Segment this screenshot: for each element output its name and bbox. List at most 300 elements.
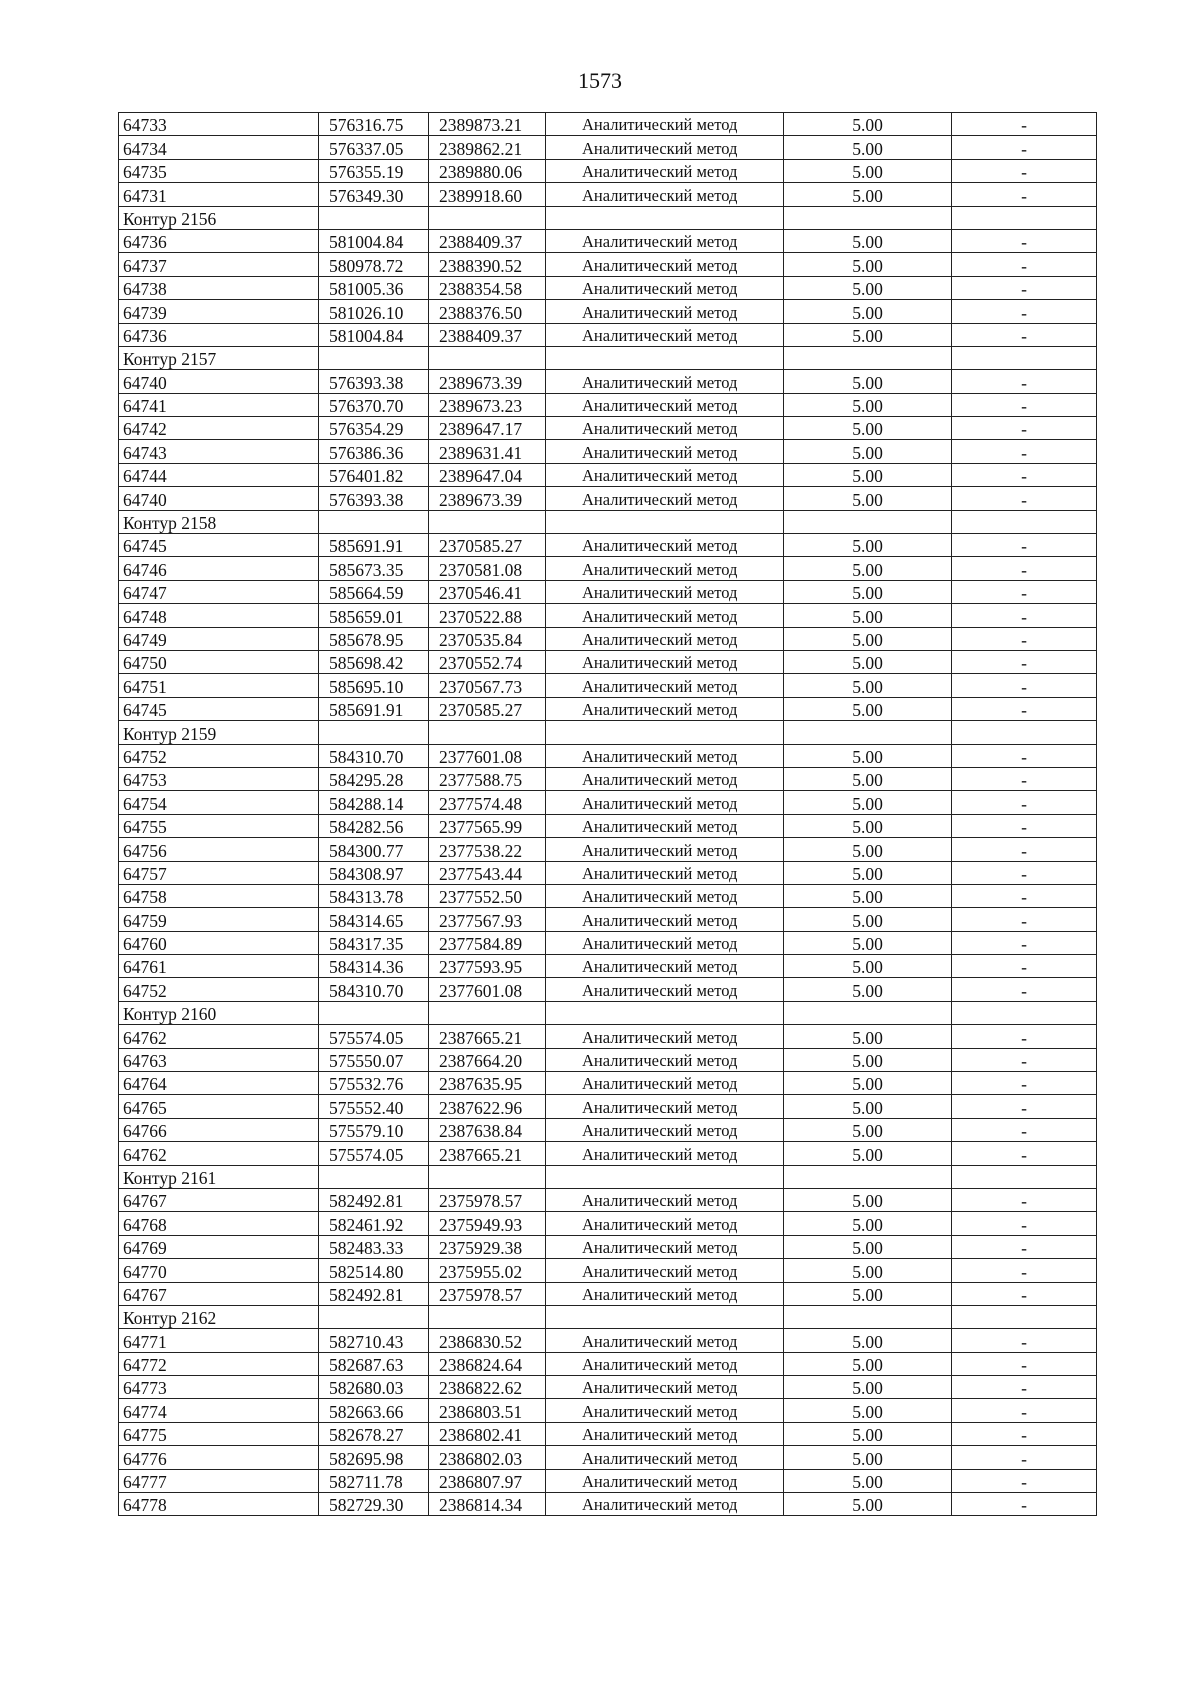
point-number: 64742 [119, 417, 319, 440]
precision-cell: 5.00 [784, 323, 952, 346]
note-cell: - [952, 159, 1097, 182]
table-row [119, 1212, 1097, 1235]
table-row [119, 183, 1097, 206]
y-coordinate: 2377567.93 [429, 908, 546, 931]
y-coordinate: 2389918.60 [429, 183, 546, 206]
x-coordinate: 584288.14 [319, 791, 429, 814]
point-number: 64739 [119, 300, 319, 323]
note-cell: - [952, 1282, 1097, 1305]
y-coordinate: 2386822.62 [429, 1376, 546, 1399]
note-cell: - [952, 1469, 1097, 1492]
note-cell: - [952, 838, 1097, 861]
precision-cell: 5.00 [784, 580, 952, 603]
method-cell: Аналитический метод [546, 1376, 784, 1399]
point-number: 64752 [119, 744, 319, 767]
method-cell: Аналитический метод [546, 908, 784, 931]
method-cell: Аналитический метод [546, 136, 784, 159]
note-cell: - [952, 767, 1097, 790]
y-coordinate: 2389673.39 [429, 487, 546, 510]
precision-cell: 5.00 [784, 370, 952, 393]
table-row [119, 1446, 1097, 1469]
empty-cell [784, 1001, 952, 1024]
point-number: 64751 [119, 674, 319, 697]
precision-cell: 5.00 [784, 1259, 952, 1282]
method-cell: Аналитический метод [546, 697, 784, 720]
table-row [119, 136, 1097, 159]
empty-cell [784, 1165, 952, 1188]
x-coordinate: 582492.81 [319, 1282, 429, 1305]
x-coordinate: 581026.10 [319, 300, 429, 323]
precision-cell: 5.00 [784, 159, 952, 182]
precision-cell: 5.00 [784, 838, 952, 861]
method-cell: Аналитический метод [546, 183, 784, 206]
note-cell: - [952, 136, 1097, 159]
precision-cell: 5.00 [784, 908, 952, 931]
note-cell: - [952, 183, 1097, 206]
y-coordinate: 2389647.17 [429, 417, 546, 440]
y-coordinate: 2370522.88 [429, 604, 546, 627]
note-cell: - [952, 1118, 1097, 1141]
precision-cell: 5.00 [784, 487, 952, 510]
precision-cell: 5.00 [784, 697, 952, 720]
point-number: 64741 [119, 393, 319, 416]
table-row [119, 884, 1097, 907]
precision-cell: 5.00 [784, 650, 952, 673]
y-coordinate: 2377588.75 [429, 767, 546, 790]
x-coordinate: 576370.70 [319, 393, 429, 416]
table-row [119, 253, 1097, 276]
precision-cell: 5.00 [784, 1072, 952, 1095]
y-coordinate: 2388390.52 [429, 253, 546, 276]
contour-header-row [119, 510, 1097, 533]
x-coordinate: 585678.95 [319, 627, 429, 650]
table-row [119, 534, 1097, 557]
empty-cell [319, 346, 429, 369]
y-coordinate: 2375978.57 [429, 1188, 546, 1211]
empty-cell [319, 206, 429, 229]
empty-cell [429, 721, 546, 744]
x-coordinate: 576355.19 [319, 159, 429, 182]
x-coordinate: 582483.33 [319, 1235, 429, 1258]
y-coordinate: 2370552.74 [429, 650, 546, 673]
method-cell: Аналитический метод [546, 1282, 784, 1305]
table-row [119, 580, 1097, 603]
point-number: 64748 [119, 604, 319, 627]
contour-label: Контур 2162 [119, 1305, 319, 1328]
method-cell: Аналитический метод [546, 838, 784, 861]
method-cell: Аналитический метод [546, 674, 784, 697]
table-row [119, 463, 1097, 486]
table-row [119, 744, 1097, 767]
empty-cell [546, 1305, 784, 1328]
note-cell: - [952, 534, 1097, 557]
x-coordinate: 582461.92 [319, 1212, 429, 1235]
table-row [119, 417, 1097, 440]
x-coordinate: 585664.59 [319, 580, 429, 603]
y-coordinate: 2387665.21 [429, 1025, 546, 1048]
table-row [119, 1376, 1097, 1399]
x-coordinate: 575579.10 [319, 1118, 429, 1141]
x-coordinate: 576393.38 [319, 370, 429, 393]
note-cell: - [952, 370, 1097, 393]
table-row [119, 931, 1097, 954]
method-cell: Аналитический метод [546, 487, 784, 510]
precision-cell: 5.00 [784, 1376, 952, 1399]
precision-cell: 5.00 [784, 884, 952, 907]
note-cell: - [952, 323, 1097, 346]
precision-cell: 5.00 [784, 627, 952, 650]
point-number: 64740 [119, 487, 319, 510]
precision-cell: 5.00 [784, 791, 952, 814]
note-cell: - [952, 253, 1097, 276]
precision-cell: 5.00 [784, 744, 952, 767]
method-cell: Аналитический метод [546, 604, 784, 627]
table-row [119, 1072, 1097, 1095]
point-number: 64777 [119, 1469, 319, 1492]
y-coordinate: 2375929.38 [429, 1235, 546, 1258]
x-coordinate: 575552.40 [319, 1095, 429, 1118]
x-coordinate: 576386.36 [319, 440, 429, 463]
y-coordinate: 2387638.84 [429, 1118, 546, 1141]
point-number: 64746 [119, 557, 319, 580]
method-cell: Аналитический метод [546, 1142, 784, 1165]
empty-cell [319, 721, 429, 744]
method-cell: Аналитический метод [546, 440, 784, 463]
empty-cell [319, 1001, 429, 1024]
note-cell: - [952, 1422, 1097, 1445]
table-row [119, 861, 1097, 884]
x-coordinate: 582680.03 [319, 1376, 429, 1399]
empty-cell [319, 1305, 429, 1328]
precision-cell: 5.00 [784, 978, 952, 1001]
method-cell: Аналитический метод [546, 463, 784, 486]
y-coordinate: 2389862.21 [429, 136, 546, 159]
point-number: 64745 [119, 697, 319, 720]
point-number: 64778 [119, 1493, 319, 1516]
x-coordinate: 584295.28 [319, 767, 429, 790]
table-row [119, 955, 1097, 978]
point-number: 64749 [119, 627, 319, 650]
method-cell: Аналитический метод [546, 1446, 784, 1469]
point-number: 64762 [119, 1142, 319, 1165]
note-cell: - [952, 1493, 1097, 1516]
point-number: 64731 [119, 183, 319, 206]
x-coordinate: 575532.76 [319, 1072, 429, 1095]
y-coordinate: 2388376.50 [429, 300, 546, 323]
point-number: 64760 [119, 931, 319, 954]
precision-cell: 5.00 [784, 1142, 952, 1165]
y-coordinate: 2389673.39 [429, 370, 546, 393]
precision-cell: 5.00 [784, 1235, 952, 1258]
precision-cell: 5.00 [784, 767, 952, 790]
y-coordinate: 2386830.52 [429, 1329, 546, 1352]
note-cell: - [952, 627, 1097, 650]
contour-header-row [119, 1001, 1097, 1024]
empty-cell [546, 206, 784, 229]
note-cell: - [952, 557, 1097, 580]
contour-label: Контур 2157 [119, 346, 319, 369]
note-cell: - [952, 1446, 1097, 1469]
method-cell: Аналитический метод [546, 253, 784, 276]
method-cell: Аналитический метод [546, 1329, 784, 1352]
x-coordinate: 585695.10 [319, 674, 429, 697]
precision-cell: 5.00 [784, 113, 952, 136]
method-cell: Аналитический метод [546, 744, 784, 767]
table-row [119, 276, 1097, 299]
method-cell: Аналитический метод [546, 1469, 784, 1492]
method-cell: Аналитический метод [546, 580, 784, 603]
precision-cell: 5.00 [784, 1118, 952, 1141]
empty-cell [546, 346, 784, 369]
y-coordinate: 2370535.84 [429, 627, 546, 650]
point-number: 64743 [119, 440, 319, 463]
empty-cell [429, 1001, 546, 1024]
x-coordinate: 576401.82 [319, 463, 429, 486]
table-row [119, 300, 1097, 323]
point-number: 64738 [119, 276, 319, 299]
method-cell: Аналитический метод [546, 814, 784, 837]
y-coordinate: 2389880.06 [429, 159, 546, 182]
y-coordinate: 2388354.58 [429, 276, 546, 299]
table-row [119, 440, 1097, 463]
table-row [119, 908, 1097, 931]
method-cell: Аналитический метод [546, 300, 784, 323]
point-number: 64744 [119, 463, 319, 486]
table-row [119, 1118, 1097, 1141]
note-cell: - [952, 1212, 1097, 1235]
x-coordinate: 582492.81 [319, 1188, 429, 1211]
table-row [119, 791, 1097, 814]
precision-cell: 5.00 [784, 861, 952, 884]
x-coordinate: 584317.35 [319, 931, 429, 954]
point-number: 64736 [119, 229, 319, 252]
x-coordinate: 584314.36 [319, 955, 429, 978]
point-number: 64761 [119, 955, 319, 978]
empty-cell [952, 206, 1097, 229]
table-row [119, 487, 1097, 510]
note-cell: - [952, 674, 1097, 697]
empty-cell [546, 1001, 784, 1024]
note-cell: - [952, 1188, 1097, 1211]
point-number: 64773 [119, 1376, 319, 1399]
point-number: 64771 [119, 1329, 319, 1352]
method-cell: Аналитический метод [546, 1118, 784, 1141]
precision-cell: 5.00 [784, 1493, 952, 1516]
method-cell: Аналитический метод [546, 370, 784, 393]
precision-cell: 5.00 [784, 931, 952, 954]
point-number: 64763 [119, 1048, 319, 1071]
x-coordinate: 575574.05 [319, 1142, 429, 1165]
y-coordinate: 2377574.48 [429, 791, 546, 814]
x-coordinate: 582514.80 [319, 1259, 429, 1282]
table-row [119, 1352, 1097, 1375]
point-number: 64762 [119, 1025, 319, 1048]
precision-cell: 5.00 [784, 276, 952, 299]
empty-cell [784, 1305, 952, 1328]
y-coordinate: 2387622.96 [429, 1095, 546, 1118]
point-number: 64775 [119, 1422, 319, 1445]
y-coordinate: 2377601.08 [429, 744, 546, 767]
point-number: 64745 [119, 534, 319, 557]
x-coordinate: 585698.42 [319, 650, 429, 673]
table-row [119, 1048, 1097, 1071]
point-number: 64758 [119, 884, 319, 907]
point-number: 64776 [119, 1446, 319, 1469]
x-coordinate: 582678.27 [319, 1422, 429, 1445]
point-number: 64765 [119, 1095, 319, 1118]
method-cell: Аналитический метод [546, 861, 784, 884]
point-number: 64737 [119, 253, 319, 276]
note-cell: - [952, 650, 1097, 673]
precision-cell: 5.00 [784, 229, 952, 252]
y-coordinate: 2370585.27 [429, 534, 546, 557]
table-row [119, 393, 1097, 416]
empty-cell [952, 1305, 1097, 1328]
note-cell: - [952, 1376, 1097, 1399]
method-cell: Аналитический метод [546, 978, 784, 1001]
table-row [119, 1235, 1097, 1258]
x-coordinate: 582729.30 [319, 1493, 429, 1516]
point-number: 64733 [119, 113, 319, 136]
table-row [119, 1422, 1097, 1445]
method-cell: Аналитический метод [546, 1095, 784, 1118]
contour-label: Контур 2158 [119, 510, 319, 533]
x-coordinate: 581004.84 [319, 323, 429, 346]
point-number: 64770 [119, 1259, 319, 1282]
x-coordinate: 575550.07 [319, 1048, 429, 1071]
method-cell: Аналитический метод [546, 1493, 784, 1516]
table-row [119, 697, 1097, 720]
y-coordinate: 2386824.64 [429, 1352, 546, 1375]
point-number: 64756 [119, 838, 319, 861]
table-row [119, 1329, 1097, 1352]
point-number: 64764 [119, 1072, 319, 1095]
point-number: 64759 [119, 908, 319, 931]
point-number: 64754 [119, 791, 319, 814]
x-coordinate: 584308.97 [319, 861, 429, 884]
method-cell: Аналитический метод [546, 627, 784, 650]
precision-cell: 5.00 [784, 440, 952, 463]
method-cell: Аналитический метод [546, 1188, 784, 1211]
table-row [119, 1188, 1097, 1211]
x-coordinate: 585659.01 [319, 604, 429, 627]
precision-cell: 5.00 [784, 1446, 952, 1469]
table-row [119, 814, 1097, 837]
y-coordinate: 2388409.37 [429, 323, 546, 346]
contour-header-row [119, 1305, 1097, 1328]
method-cell: Аналитический метод [546, 1212, 784, 1235]
precision-cell: 5.00 [784, 1352, 952, 1375]
empty-cell [952, 1001, 1097, 1024]
y-coordinate: 2377552.50 [429, 884, 546, 907]
y-coordinate: 2370581.08 [429, 557, 546, 580]
precision-cell: 5.00 [784, 253, 952, 276]
method-cell: Аналитический метод [546, 1352, 784, 1375]
y-coordinate: 2386802.03 [429, 1446, 546, 1469]
table-row [119, 1282, 1097, 1305]
precision-cell: 5.00 [784, 417, 952, 440]
x-coordinate: 582687.63 [319, 1352, 429, 1375]
empty-cell [952, 1165, 1097, 1188]
precision-cell: 5.00 [784, 534, 952, 557]
precision-cell: 5.00 [784, 1469, 952, 1492]
precision-cell: 5.00 [784, 1212, 952, 1235]
table-row [119, 1399, 1097, 1422]
note-cell: - [952, 440, 1097, 463]
empty-cell [952, 721, 1097, 744]
point-number: 64753 [119, 767, 319, 790]
note-cell: - [952, 417, 1097, 440]
x-coordinate: 580978.72 [319, 253, 429, 276]
empty-cell [546, 721, 784, 744]
method-cell: Аналитический метод [546, 417, 784, 440]
page-number: 1573 [578, 68, 622, 93]
y-coordinate: 2389673.23 [429, 393, 546, 416]
precision-cell: 5.00 [784, 1048, 952, 1071]
precision-cell: 5.00 [784, 604, 952, 627]
x-coordinate: 584282.56 [319, 814, 429, 837]
y-coordinate: 2387665.21 [429, 1142, 546, 1165]
note-cell: - [952, 1259, 1097, 1282]
empty-cell [319, 510, 429, 533]
precision-cell: 5.00 [784, 1095, 952, 1118]
x-coordinate: 582710.43 [319, 1329, 429, 1352]
contour-label: Контур 2160 [119, 1001, 319, 1024]
precision-cell: 5.00 [784, 1422, 952, 1445]
precision-cell: 5.00 [784, 955, 952, 978]
x-coordinate: 585691.91 [319, 534, 429, 557]
table-row [119, 557, 1097, 580]
contour-header-row [119, 346, 1097, 369]
table-row [119, 604, 1097, 627]
table-row [119, 627, 1097, 650]
empty-cell [952, 510, 1097, 533]
point-number: 64750 [119, 650, 319, 673]
x-coordinate: 581005.36 [319, 276, 429, 299]
x-coordinate: 576337.05 [319, 136, 429, 159]
method-cell: Аналитический метод [546, 767, 784, 790]
note-cell: - [952, 229, 1097, 252]
contour-header-row [119, 721, 1097, 744]
table-row [119, 767, 1097, 790]
x-coordinate: 576354.29 [319, 417, 429, 440]
contour-header-row [119, 1165, 1097, 1188]
precision-cell: 5.00 [784, 1282, 952, 1305]
empty-cell [784, 721, 952, 744]
point-number: 64767 [119, 1188, 319, 1211]
empty-cell [429, 1305, 546, 1328]
table-row [119, 1142, 1097, 1165]
point-number: 64755 [119, 814, 319, 837]
table-row [119, 838, 1097, 861]
y-coordinate: 2386802.41 [429, 1422, 546, 1445]
x-coordinate: 585691.91 [319, 697, 429, 720]
table-row [119, 1493, 1097, 1516]
method-cell: Аналитический метод [546, 229, 784, 252]
x-coordinate: 582695.98 [319, 1446, 429, 1469]
empty-cell [784, 510, 952, 533]
note-cell: - [952, 1072, 1097, 1095]
x-coordinate: 584310.70 [319, 978, 429, 1001]
y-coordinate: 2386803.51 [429, 1399, 546, 1422]
method-cell: Аналитический метод [546, 1072, 784, 1095]
contour-label: Контур 2161 [119, 1165, 319, 1188]
y-coordinate: 2377601.08 [429, 978, 546, 1001]
x-coordinate: 576349.30 [319, 183, 429, 206]
empty-cell [952, 346, 1097, 369]
method-cell: Аналитический метод [546, 1048, 784, 1071]
point-number: 64768 [119, 1212, 319, 1235]
